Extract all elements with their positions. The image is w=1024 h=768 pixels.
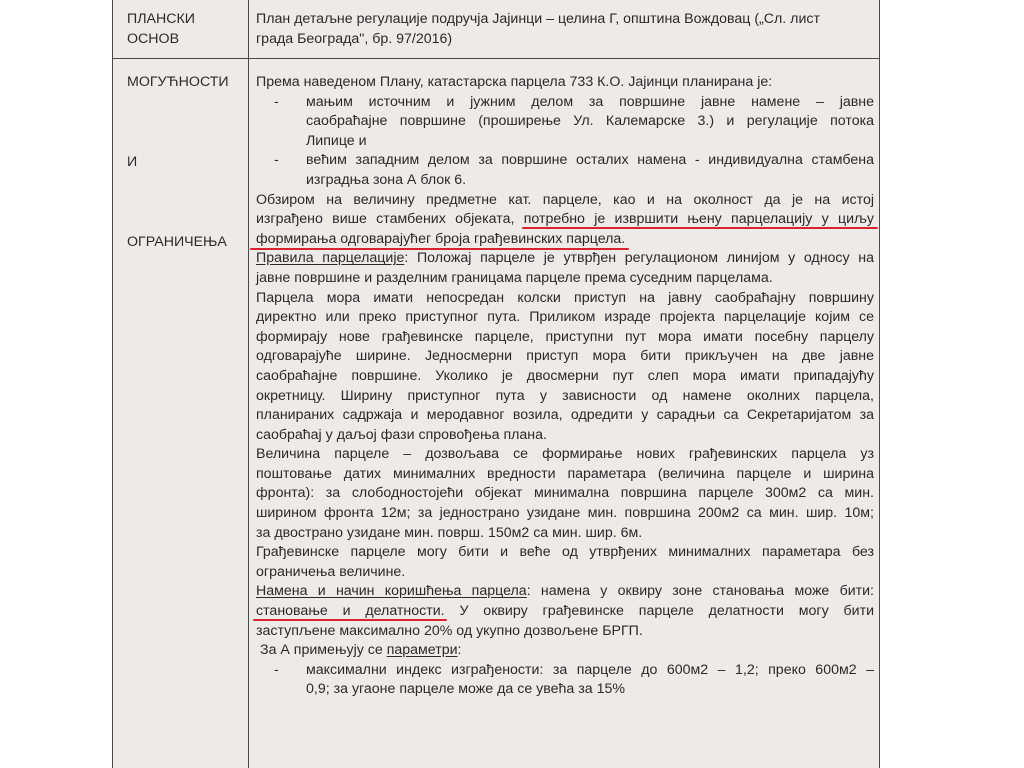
- label-line: ОСНОВ: [127, 30, 180, 47]
- table-border-right: [879, 0, 880, 768]
- text-line: Грађевинске парцеле могу бити и веће од утврђених минималних параметара без: [256, 544, 874, 561]
- label-plan-basis: [127, 10, 242, 49]
- text-line: [256, 210, 874, 230]
- text-span: :: [457, 642, 462, 659]
- text-span: потребно је извршити њену парцелацију у циљу: [523, 211, 874, 228]
- parameters-heading-line: [256, 641, 874, 661]
- text-span: изграђено више стамбених објеката,: [256, 211, 515, 228]
- list-item: [256, 661, 874, 700]
- text-line: Величина парцеле – дозвољава се формирање нових грађевинских парцела уз: [256, 446, 874, 463]
- text-line: мањим источним и јужним делом за површине јавне намене – јавне: [306, 93, 874, 110]
- text-line: максимални индекс изграђености: за парцеле до 600м2 – 1,2; преко 600м2 –: [306, 661, 874, 678]
- red-underline: [522, 227, 878, 229]
- underlined-heading: Намена и начин коришћења парцела: [256, 583, 527, 600]
- text-span: : Положај парцеле је утврђен регулационом линијом у односу на: [404, 250, 874, 267]
- emphasized-text: [256, 603, 445, 619]
- text-line: изградња зона А блок 6.: [306, 171, 467, 188]
- text-span: становање и делатности.: [256, 603, 445, 620]
- text-line: за двострано узидане мин. површ. 150м2 са мин. шир. 6м.: [256, 524, 643, 541]
- text-line: окретницу. Ширину приступног пута у зависности од намене околних парцела,: [256, 387, 874, 404]
- plan-basis-text: [256, 10, 874, 49]
- text-span: формирања одговарајућег броја грађевинских парцела.: [256, 230, 626, 247]
- text-line: Парцела мора имати непосредан колски приступ на јавну саобраћајну површину: [256, 289, 874, 306]
- dash-bullet-icon: -: [274, 93, 279, 110]
- table-border-left: [112, 0, 113, 768]
- paragraph-access-road: [256, 289, 874, 446]
- text-line: заступљене максимално 20% од укупно дозвољене БРГП.: [256, 622, 643, 639]
- row-divider: [112, 58, 880, 59]
- text-line: града Београда", бр. 97/2016): [256, 30, 453, 47]
- list-item: [256, 93, 874, 152]
- text-line: [256, 582, 874, 602]
- dash-bullet-icon: -: [274, 152, 279, 169]
- paragraph-parcelation-need: [256, 191, 874, 250]
- label-line: ПЛАНСКИ: [127, 11, 195, 27]
- text-span: За А примењују се: [260, 642, 387, 659]
- scanned-document: [112, 0, 880, 768]
- text-line: директно или преко приступног пута. Приликом израде пројекта парцелације којим се: [256, 309, 874, 326]
- intro-line: Према наведеном Плану, катастарска парцела 733 К.О. Јајинци планирана је:: [256, 74, 773, 90]
- text-line: [256, 230, 874, 250]
- paragraph-parcel-size: [256, 445, 874, 543]
- red-underline: [250, 248, 629, 250]
- emphasized-text: [256, 231, 625, 247]
- text-line: формирају нове грађевинске парцеле, приступни пут мора имати посебну парцелу: [256, 328, 874, 345]
- paragraph-larger-parcels: [256, 543, 874, 582]
- text-line: саобраћај у даљој фази спровођења плана.: [256, 426, 547, 443]
- text-line: ширином фронта 12м; за једнострано узидане мин. површина 200м2 са мин. шир. 10м;: [256, 505, 874, 522]
- red-underline: [253, 619, 447, 621]
- text-line: одговарајуће ширине. Једносмерни приступ мора бити прикључен на две јавне: [256, 348, 874, 365]
- dash-bullet-icon: -: [274, 661, 279, 678]
- text-line: Липице и: [306, 132, 367, 149]
- paragraph-parcel-use: [256, 582, 874, 641]
- label-possibilities: МОГУЋНОСТИ: [127, 74, 229, 90]
- text-line: ограничења величине.: [256, 563, 406, 580]
- text-line: саобраћајне површине (проширење Ул. Калемарске 3.) и регулације потока: [306, 113, 874, 130]
- text-line: [256, 249, 874, 269]
- text-line: Обзиром на величину предметне кат. парцеле, као и на околност да је на истој: [256, 191, 874, 208]
- text-line: поштовање датих минималних вредности параметара (величина парцеле и ширина: [256, 465, 874, 482]
- list-item: [256, 151, 874, 190]
- text-line: јавне површине и разделним границама парцеле према суседним парцелама.: [256, 269, 773, 286]
- text-line: План детаљне регулације подручја Јајинци – целина Г, општина Вождовац („Сл. лист: [256, 11, 820, 27]
- possibilities-text: [256, 73, 874, 700]
- column-divider: [248, 0, 249, 768]
- emphasized-text: [524, 211, 874, 227]
- text-span: : намена у оквиру зоне становања може бити:: [526, 583, 874, 600]
- underlined-heading: параметри: [386, 642, 458, 659]
- underlined-heading: Правила парцелације: [256, 250, 405, 267]
- label-and: И: [127, 154, 138, 170]
- text-line: саобраћајне површине. Уколико је двосмерни пут слеп мора имати припадајућу: [256, 367, 874, 384]
- text-line: већим западним делом за површине осталих намена - индивидуална стамбена: [306, 152, 874, 169]
- text-line: 0,9; за угаоне парцеле може да се увећа за 15%: [306, 681, 625, 698]
- text-line: планираних садржаја и меродавног возила, одредити у сарадњи са Секретаријатом за: [256, 407, 874, 424]
- text-span: У оквиру грађевинске парцеле делатности могу бити: [444, 603, 874, 620]
- text-line: [256, 602, 874, 622]
- label-limitations: ОГРАНИЧЕЊА: [127, 234, 227, 250]
- text-line: фронта): за слободностојећи објекат минимална површина парцеле 300м2 са мин.: [256, 485, 874, 502]
- paragraph-parcelation-rules: [256, 249, 874, 288]
